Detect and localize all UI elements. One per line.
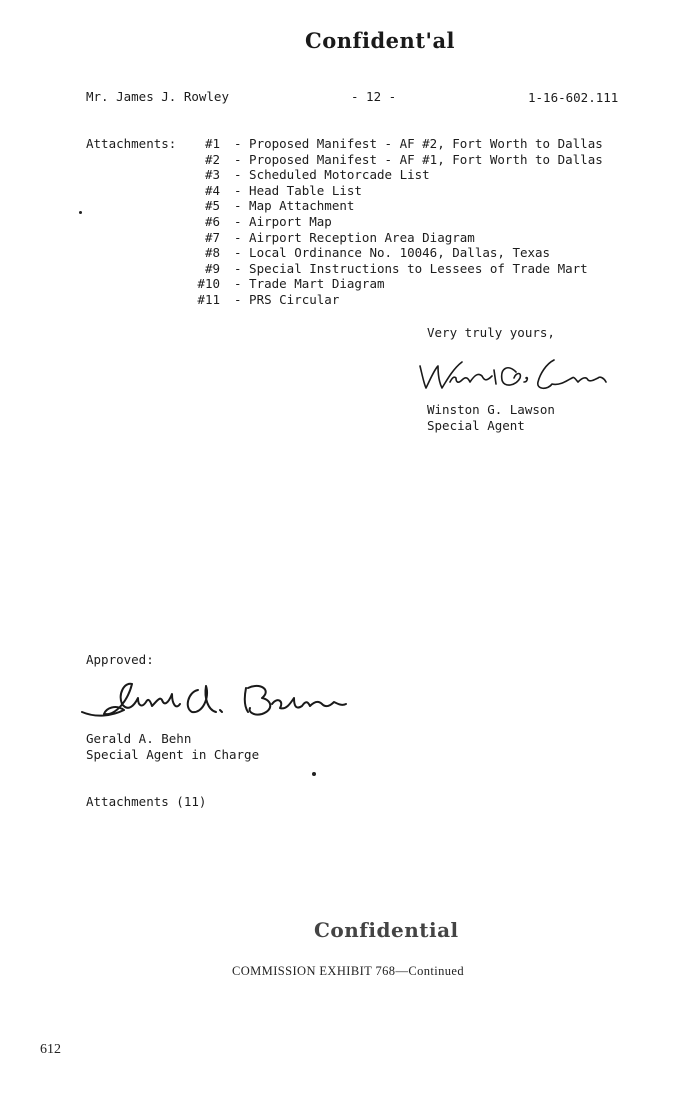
attachment-text: - Airport Reception Area Diagram xyxy=(234,229,475,245)
attachment-number: #3 xyxy=(204,167,220,183)
list-item xyxy=(186,136,603,152)
attachment-number: #5 xyxy=(204,198,220,214)
attachment-number: #11 xyxy=(197,291,220,307)
attachment-text: - Proposed Manifest - AF #1, Fort Worth to Dallas xyxy=(234,151,603,167)
signer-name: Winston G. Lawson xyxy=(427,402,555,417)
confidential-stamp-top: Confident'al xyxy=(305,28,456,53)
attachment-text: - Scheduled Motorcade List xyxy=(234,167,430,183)
attachment-text: - Special Instructions to Lessees of Trade Mart xyxy=(234,260,588,276)
attachment-number: #9 xyxy=(204,260,220,276)
file-number: 1-16-602.111 xyxy=(528,90,619,105)
approved-label: Approved: xyxy=(86,652,154,667)
behn-signature xyxy=(76,674,376,726)
attachment-number: #1 xyxy=(204,136,220,151)
exhibit-caption: COMMISSION EXHIBIT 768—Continued xyxy=(232,964,465,978)
page-marker: - 12 - xyxy=(351,89,397,104)
closing-line: Very truly yours, xyxy=(427,325,555,340)
attachment-text: - PRS Circular xyxy=(234,291,340,307)
recipient-line: Mr. James J. Rowley xyxy=(86,89,229,104)
list-item xyxy=(186,292,603,308)
attachments-list xyxy=(186,136,603,308)
approver-name: Gerald A. Behn xyxy=(86,731,192,746)
attachment-number: #4 xyxy=(204,182,220,198)
approver-title: Special Agent in Charge xyxy=(86,747,260,762)
attachment-number: #10 xyxy=(197,276,220,292)
lawson-signature xyxy=(412,352,612,398)
attachment-text: - Trade Mart Diagram xyxy=(234,276,385,292)
list-item xyxy=(186,152,603,168)
attachments-label: Attachments: xyxy=(86,136,177,151)
list-item xyxy=(186,183,603,199)
attachment-number: #8 xyxy=(204,245,220,261)
ink-speck xyxy=(79,211,82,214)
attachment-number: #6 xyxy=(204,213,220,229)
attachment-text: - Map Attachment xyxy=(234,198,355,214)
list-item xyxy=(186,198,603,214)
attachment-text: - Airport Map xyxy=(234,213,332,229)
attachment-number: #2 xyxy=(204,151,220,167)
page-number: 612 xyxy=(40,1042,61,1057)
attachment-text: - Proposed Manifest - AF #2, Fort Worth to Dallas xyxy=(234,136,603,151)
list-item xyxy=(186,230,603,246)
list-item xyxy=(186,276,603,292)
attachment-text: - Local Ordinance No. 10046, Dallas, Texas xyxy=(234,245,551,261)
list-item xyxy=(186,214,603,230)
confidential-stamp-bottom: Confidential xyxy=(314,918,459,942)
list-item xyxy=(186,245,603,261)
list-item xyxy=(186,261,603,277)
attachment-number: #7 xyxy=(204,229,220,245)
attachments-count: Attachments (11) xyxy=(86,794,207,809)
list-item xyxy=(186,167,603,183)
ink-speck xyxy=(312,772,316,776)
signer-title: Special Agent xyxy=(427,418,525,433)
attachment-text: - Head Table List xyxy=(234,182,362,198)
